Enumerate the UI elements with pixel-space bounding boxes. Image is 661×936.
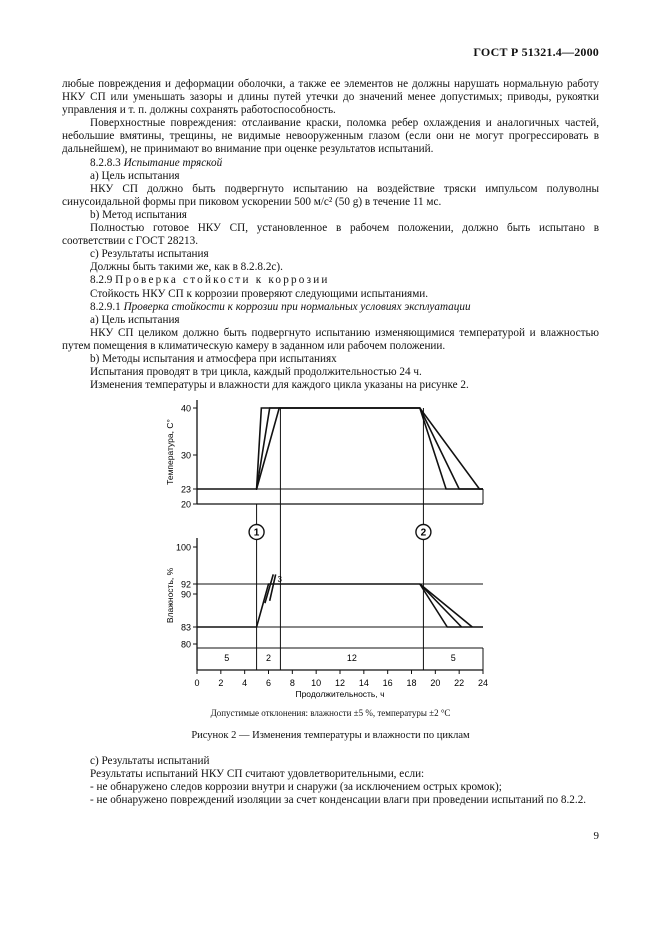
results-text [62,755,599,807]
paragraph: НКУ СП должно быть подвергнуто испытанию на воздействие тряски импульсом полуволны синусоидальной формы при пиковом ускорении 500 м/с² (50 g) в течение 11 мс. [62,182,599,208]
x-tick-label: 12 [334,678,346,688]
page-number: 9 [593,830,599,842]
list-item: - не обнаружено повреждений изоляции за счет конденсации влаги при проведении испытаний по 8.2.2. [90,794,587,807]
list-item: b) Метод испытания [90,208,187,221]
x-tick-label: 18 [406,678,417,688]
section-heading [62,301,599,314]
humidity-axis-label: Влажность, % [165,567,175,624]
segment-label: 2 [265,653,272,663]
temp-axis-label: Температура, С° [165,419,175,485]
humidity-series-line [420,584,472,627]
x-tick-label: 22 [454,678,465,688]
paragraph: Поверхностные повреждения: отслаивание краски, поломка ребер охлаждения и аналогичных частей, небольшие вмятины, трещины, не видимые невооруженным глазом (если они не могут прогрессировать в дальнейшем), не принимают во внимание при оценке результатов испытаний. [62,117,599,156]
page-header: ГОСТ Р 51321.4—2000 [473,45,599,59]
body-text [62,78,599,392]
x-tick-label: 8 [289,678,295,688]
y-tick-label: 92 [180,579,191,590]
segment-label: 12 [346,653,357,663]
section-heading [62,157,599,170]
list-item: c) Результаты испытания [90,248,209,261]
y-tick-label: 83 [180,622,191,633]
x-tick-label: 14 [358,678,369,688]
paragraph: Полностью готовое НКУ СП, установленное в рабочем положении, должно быть испытано в соответствии с ГОСТ 28213. [62,222,599,248]
cycle-marker-label: 2 [420,527,427,539]
cycle-chart [150,398,510,700]
section-title: Проверка стойкости к коррозии [115,274,330,287]
temp-series-line [257,408,483,489]
section-title: Проверка стойкости к коррозии при нормальных условиях эксплуатации [123,300,471,313]
figure-note: Допустимые отклонения: влажности ±5 %, температуры ±2 °С [210,708,451,718]
section-number: 8.2.9 [90,274,113,287]
x-tick-label: 10 [311,678,322,688]
y-tick-label: 40 [180,403,191,414]
humidity-mark-label: 3 [277,575,282,584]
y-tick-label: 30 [180,450,191,461]
x-tick-label: 4 [242,678,248,688]
paragraph: Изменения температуры и влажности для каждого цикла указаны на рисунке 2. [90,379,469,392]
segment-label: 5 [224,653,230,663]
paragraph: Результаты испытаний НКУ СП считают удовлетворительными, если: [90,768,425,781]
section-number: 8.2.8.3 [90,156,121,169]
x-tick-label: 0 [194,678,200,688]
x-tick-label: 20 [430,678,441,688]
list-item: а) Цель испытания [90,313,180,326]
x-tick-label: 16 [382,678,393,688]
paragraph: Стойкость НКУ СП к коррозии проверяют следующими испытаниями. [90,287,429,300]
y-tick-label: 80 [180,639,191,650]
list-item: а) Цель испытания [90,169,180,182]
section-number: 8.2.9.1 [90,300,121,313]
cycle-marker-label: 1 [253,527,260,539]
y-tick-label: 23 [180,484,191,495]
section-heading [62,274,599,287]
list-item: - не обнаружено следов коррозии внутри и снаружи (за исключением острых кромок); [90,781,502,794]
paragraph: Испытания проводят в три цикла, каждый продолжительностью 24 ч. [90,366,422,379]
humidity-series-line [420,584,462,627]
paragraph: любые повреждения и деформации оболочки, а также ее элементов не должны нарушать нормальную работу НКУ СП или уменьшать зазоры и длины путей утечки до значений менее допустимых; приводы, рукоятки управления и т. п. должны сохранять работоспособность. [62,78,599,117]
list-item: b) Методы испытания и атмосфера при испытаниях [90,352,337,365]
y-tick-label: 90 [180,589,191,600]
x-tick-label: 24 [477,678,489,688]
y-tick-label: 20 [180,499,191,510]
x-tick-label: 2 [218,678,224,688]
x-axis-label: Продолжительность, ч [295,689,385,699]
y-tick-label: 100 [175,542,191,553]
paragraph: Должны быть такими же, как в 8.2.8.2с). [90,261,283,274]
section-title: Испытание тряской [123,156,223,169]
list-item: c) Результаты испытаний [90,755,210,767]
paragraph: НКУ СП целиком должно быть подвергнуто испытанию изменяющимися температурой и влажностью путем помещения в климатическую камеру в заданном или рабочем положении. [62,326,599,352]
segment-label: 5 [450,653,456,663]
x-tick-label: 6 [265,678,272,688]
figure-caption: Рисунок 2 — Изменения температуры и влажности по циклам [191,730,470,741]
